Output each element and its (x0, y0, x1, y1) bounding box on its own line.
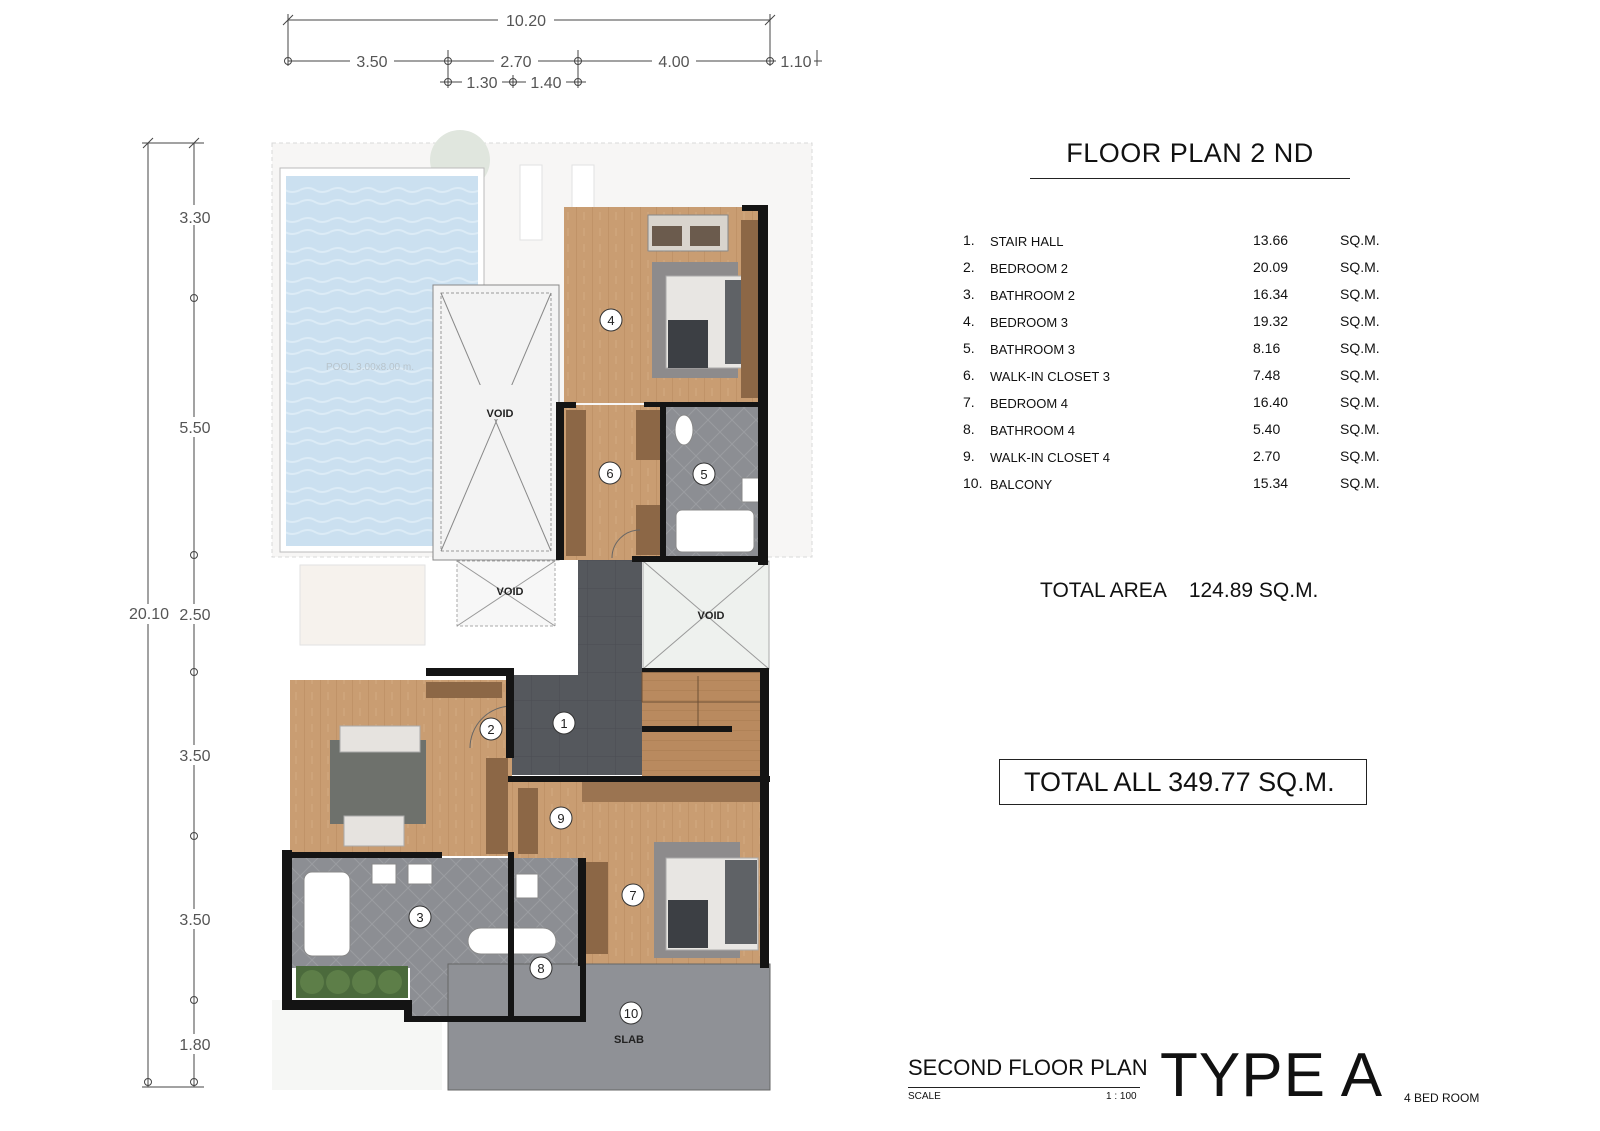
row-name: WALK-IN CLOSET 3 (990, 369, 1110, 384)
row-num: 4. (963, 313, 975, 329)
row-name: BATHROOM 3 (990, 342, 1075, 357)
schedule-row (955, 313, 1405, 340)
pool-label: POOL 3.00x8.00 m. (325, 362, 415, 373)
row-area: 2.70 (1253, 448, 1281, 464)
row-area: 13.66 (1253, 232, 1289, 248)
schedule-row (955, 421, 1405, 448)
row-area: 7.48 (1253, 367, 1281, 383)
room-marker-3 (409, 906, 431, 928)
row-name: WALK-IN CLOSET 4 (990, 450, 1110, 465)
total-area (1040, 579, 1318, 603)
staircase (642, 672, 766, 776)
row-area: 20.09 (1253, 259, 1289, 275)
plan-name-underline (908, 1087, 1140, 1088)
slab-label: SLAB (614, 1034, 644, 1046)
closet-4-cabinet (582, 780, 762, 802)
schedule-row (955, 286, 1405, 313)
plan-name: SECOND FLOOR PLAN (908, 1055, 1148, 1080)
dim-left-seg-3: 2.50 (179, 607, 211, 624)
area-schedule (955, 232, 1405, 502)
dim-top-seg-1: 3.50 (356, 54, 388, 71)
void-area-1 (433, 285, 559, 560)
dim-top-seg-3: 4.00 (658, 54, 690, 71)
row-unit: SQ.M. (1340, 340, 1380, 356)
total-area-value: 124.89 SQ.M. (1188, 579, 1319, 602)
dim-left-seg-6: 1.80 (179, 1037, 211, 1054)
row-unit: SQ.M. (1340, 232, 1380, 248)
room-marker-10 (620, 1002, 642, 1024)
dim-left-seg-5: 3.50 (179, 912, 211, 929)
scale-label: SCALE (908, 1091, 941, 1102)
row-name: BALCONY (990, 477, 1053, 492)
row-num: 5. (963, 340, 975, 356)
row-unit: SQ.M. (1340, 313, 1380, 329)
schedule-row (955, 475, 1405, 502)
dim-overall-width: 10.20 (505, 13, 547, 30)
bedroom-3-furniture (648, 215, 761, 398)
row-area: 15.34 (1253, 475, 1289, 491)
dim-left-seg-4: 3.50 (179, 748, 211, 765)
row-num: 1. (963, 232, 975, 248)
svg-text:9: 9 (557, 811, 565, 826)
dim-top-sub-1: 1.30 (466, 75, 498, 92)
dim-top-seg-4: 1.10 (780, 54, 812, 71)
row-unit: SQ.M. (1340, 394, 1380, 410)
room-marker-2 (480, 718, 502, 740)
room-marker-1 (553, 712, 575, 734)
bedroom-count: 4 BED ROOM (1404, 1091, 1480, 1105)
row-num: 10. (963, 475, 983, 491)
row-num: 3. (963, 286, 975, 302)
svg-text:5: 5 (700, 467, 708, 482)
room-marker-4 (600, 309, 622, 331)
void-label-3: VOID (697, 610, 725, 622)
dim-top-sub-2: 1.40 (530, 75, 562, 92)
svg-text:3: 3 (416, 910, 424, 925)
row-area: 5.40 (1253, 421, 1281, 437)
total-all-box: TOTAL ALL 349.77 SQ.M. (999, 759, 1367, 805)
row-num: 9. (963, 448, 975, 464)
row-name: BEDROOM 3 (990, 315, 1069, 330)
row-unit: SQ.M. (1340, 448, 1380, 464)
stair-hall-floor (512, 675, 642, 775)
svg-text:4: 4 (607, 313, 615, 328)
row-num: 2. (963, 259, 975, 275)
svg-text:8: 8 (537, 961, 545, 976)
row-area: 8.16 (1253, 340, 1281, 356)
schedule-row (955, 259, 1405, 286)
house-type: TYPE A (1160, 1041, 1384, 1110)
room-marker-7 (622, 884, 644, 906)
row-unit: SQ.M. (1340, 259, 1380, 275)
room-marker-5 (693, 463, 715, 485)
svg-text:10: 10 (623, 1006, 639, 1021)
title-underline (1030, 178, 1350, 179)
floor-plan-title: FLOOR PLAN 2 ND (1066, 138, 1314, 168)
void-area-2 (457, 561, 555, 626)
svg-text:7: 7 (629, 888, 637, 903)
row-name: BATHROOM 4 (990, 423, 1075, 438)
bathroom-4-basin (516, 874, 538, 898)
row-unit: SQ.M. (1340, 367, 1380, 383)
row-name: BEDROOM 2 (990, 261, 1069, 276)
row-unit: SQ.M. (1340, 421, 1380, 437)
row-num: 8. (963, 421, 975, 437)
schedule-row (955, 340, 1405, 367)
row-unit: SQ.M. (1340, 475, 1380, 491)
row-area: 16.34 (1253, 286, 1289, 302)
svg-text:1: 1 (560, 716, 568, 731)
scale-value: 1 : 100 (1106, 1091, 1137, 1102)
row-area: 16.40 (1253, 394, 1289, 410)
dim-overall-height: 20.10 (128, 606, 170, 623)
dim-left-seg-1: 3.30 (179, 210, 211, 227)
total-area-label: TOTAL AREA (1040, 579, 1167, 602)
schedule-row (955, 448, 1405, 475)
room-marker-6 (599, 462, 621, 484)
row-name: BATHROOM 2 (990, 288, 1075, 303)
schedule-row (955, 232, 1405, 259)
row-num: 7. (963, 394, 975, 410)
row-area: 19.32 (1253, 313, 1289, 329)
room-marker-8 (530, 957, 552, 979)
svg-text:2: 2 (487, 722, 495, 737)
schedule-row (955, 367, 1405, 394)
void-label-1: VOID (486, 408, 514, 420)
void-area-3 (643, 561, 769, 669)
dim-left-seg-2: 5.50 (179, 420, 211, 437)
row-name: BEDROOM 4 (990, 396, 1069, 411)
room-marker-9 (550, 807, 572, 829)
svg-text:6: 6 (606, 466, 614, 481)
row-name: STAIR HALL (990, 234, 1064, 249)
balcony-slab (448, 964, 770, 1090)
void-label-2: VOID (496, 586, 524, 598)
schedule-row (955, 394, 1405, 421)
corridor-floor (578, 560, 642, 675)
row-unit: SQ.M. (1340, 286, 1380, 302)
dim-top-seg-2: 2.70 (500, 54, 532, 71)
row-num: 6. (963, 367, 975, 383)
